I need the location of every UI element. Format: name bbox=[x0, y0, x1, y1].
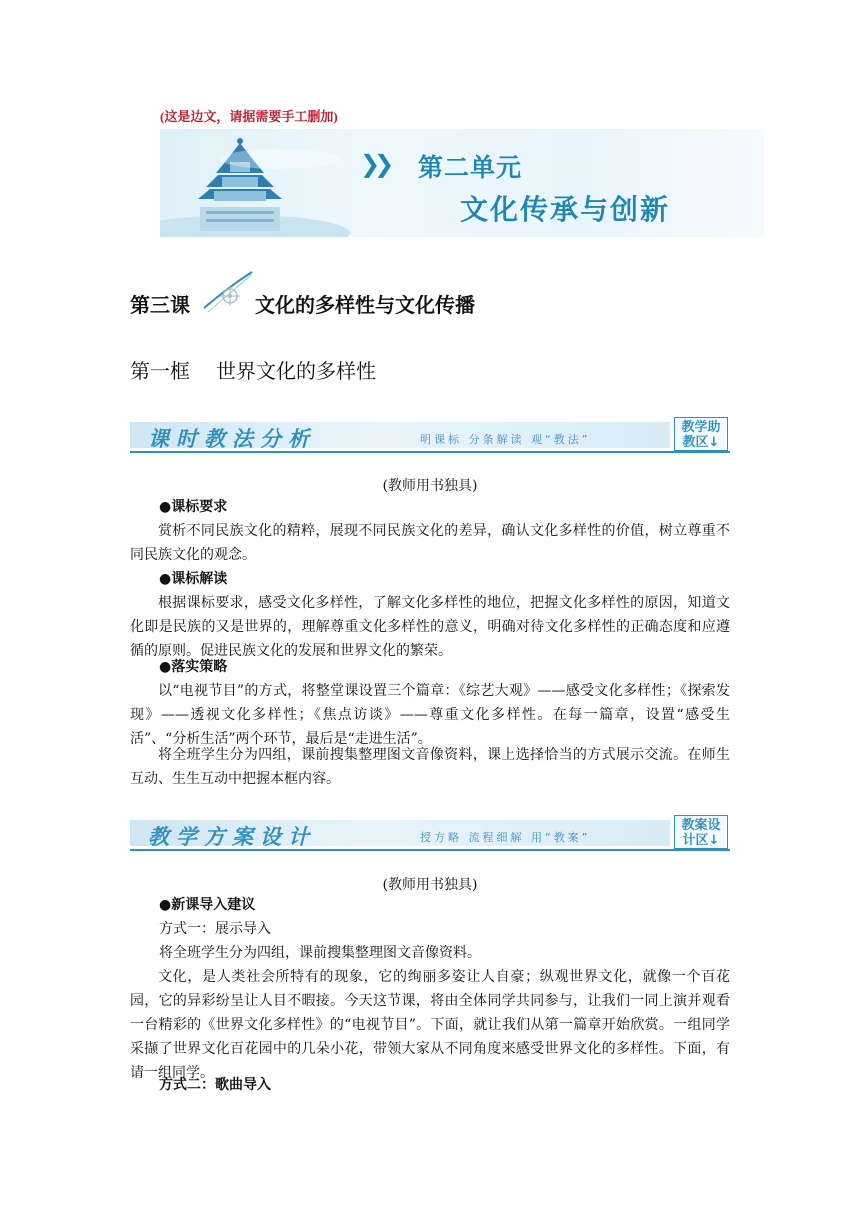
margin-note: (这是边文，请据需要手工删加) bbox=[160, 109, 338, 124]
paragraph: 赏析不同民族文化的精粹，展现不同民族文化的差异，确认文化多样性的价值，树立尊重不同民族文化的观念。 bbox=[130, 523, 730, 563]
frame-title bbox=[130, 355, 376, 384]
unit-subtitle: 文化传承与创新 bbox=[460, 193, 671, 226]
section-subtitle: 明课标 分条解读 观“教法” bbox=[420, 433, 591, 446]
paragraph: 根据课标要求，感受文化多样性，了解文化多样性的地位，把握文化多样性的原因，知道文化即是民族的又是世界的，理解尊重文化多样性的意义，明确对待文化多样性的正确态度和应遵循的原则。促进民族文化的发展和世界文化的繁荣。 bbox=[130, 595, 730, 659]
frame-number: 第一框 bbox=[130, 359, 190, 383]
heading-implementation-strategy: ●落实策略 bbox=[159, 659, 228, 675]
section-title: 课时教法分析 bbox=[148, 426, 316, 451]
paragraph: 将全班学生分为四组，课前搜集整理图文音像资料，课上选择恰当的方式展示交流。在师生互动、生生互动中把握本框内容。 bbox=[130, 747, 730, 787]
text-line: 将全班学生分为四组，课前搜集整理图文音像资料。 bbox=[159, 945, 481, 961]
method-one: 方式一：展示导入 bbox=[159, 921, 271, 937]
section-subtitle: 授方略 流程细解 用“教案” bbox=[420, 831, 591, 844]
section-banner-teaching-analysis bbox=[130, 417, 730, 453]
compass-icon bbox=[200, 268, 254, 318]
teacher-edition-note: (教师用书独具) bbox=[382, 877, 478, 893]
lesson-title: 文化的多样性与文化传播 bbox=[255, 293, 475, 317]
heading-intro-suggestion: ●新课导入建议 bbox=[159, 897, 256, 913]
paragraph: 文化，是人类社会所特有的现象，它的绚丽多姿让人自豪；纵观世界文化，就像一个百花园，它的异彩纷呈让人目不暇接。今天这节课，将由全体同学共同参与，让我们一同上演并观看一台精彩的《世界文化多样性》的“电视节目”。下面，就让我们从第一篇章开始欣赏。一组同学采撷了世界文化百花园中的几朵小花，带领大家从不同角度来感受世界文化的多样性。下面，有请一组同学。 bbox=[130, 969, 730, 1081]
method-two: 方式二：歌曲导入 bbox=[159, 1077, 271, 1093]
section-title: 教学方案设计 bbox=[148, 824, 316, 849]
section-tag-box: 教学助 教区↓ bbox=[674, 417, 728, 451]
paragraph: 以“电视节目”的方式，将整堂课设置三个篇章：《综艺大观》——感受文化多样性；《探索发现》——透视文化多样性；《焦点访谈》——尊重文化多样性。在每一篇章，设置“感受生活”、“分析生活”两个环节，最后是“走进生活”。 bbox=[130, 683, 730, 747]
teacher-edition-note: (教师用书独具) bbox=[382, 478, 478, 494]
heading-curriculum-requirements: ●课标要求 bbox=[159, 499, 228, 515]
double-chevron-icon: ❯❯ bbox=[360, 150, 389, 178]
frame-name: 世界文化的多样性 bbox=[216, 359, 376, 383]
section-banner-lesson-plan bbox=[130, 815, 730, 851]
heading-curriculum-interpretation: ●课标解读 bbox=[159, 571, 228, 587]
lesson-number: 第三课 bbox=[130, 293, 190, 317]
unit-title: 第二单元 bbox=[418, 153, 523, 182]
section-tag-box: 教案设 计区↓ bbox=[674, 815, 728, 849]
